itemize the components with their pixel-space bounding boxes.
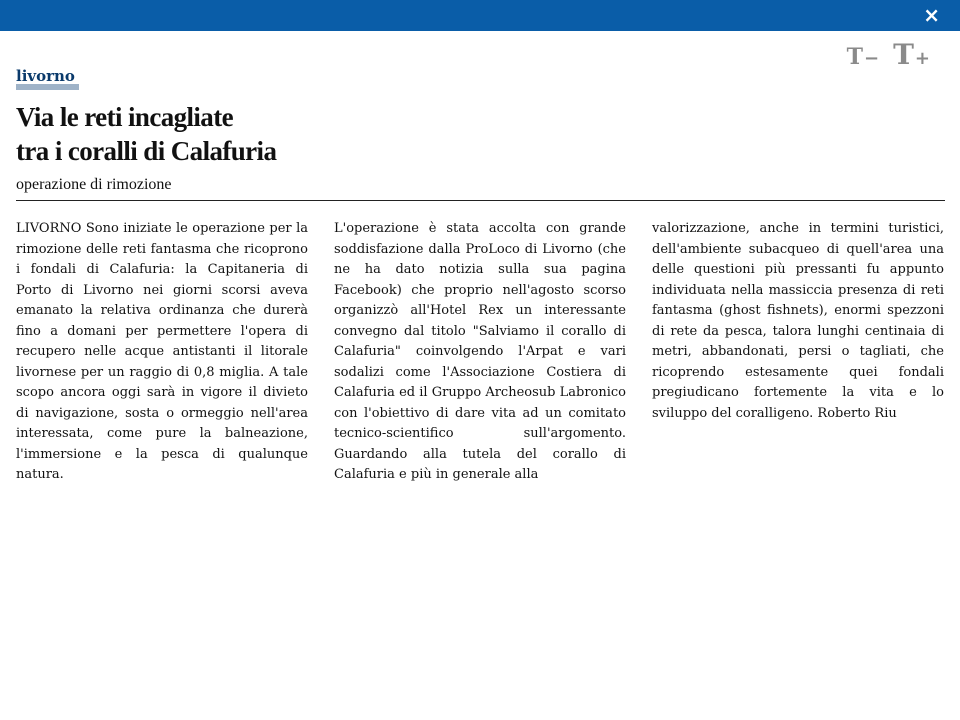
section-label: livorno <box>16 69 79 90</box>
text-size-small-icon: T <box>846 44 863 70</box>
article-column-2: L'operazione è stata accolta con grande soddisfazione dalla ProLoco di Livorno (che ne ha dato notizia sulla sua pagina Facebook) che proprio nell'agosto scorso organizzò all'Hotel Rex un interessante convegno dal titolo "Salviamo il corallo di Calafuria" coinvolgendo l'Arpat e vari sodalizi come l'Associazione Costiera di Calafuria ed il Gruppo Archeosub Labronico con l'obiettivo di dare vita ad un comitato tecnico-scientifico sull'argomento. Guardando alla tutela del corallo di Calafuria e più in generale alla <box>334 221 626 482</box>
headline-line-2: tra i coralli di Calafuria <box>16 136 277 166</box>
minus-icon: − <box>863 48 880 69</box>
headline-line-1: Via le reti incagliate <box>16 102 233 132</box>
divider <box>16 200 945 201</box>
close-icon[interactable]: × <box>923 3 940 27</box>
plus-icon: + <box>914 48 930 69</box>
article <box>16 66 945 486</box>
text-size-large-icon: T <box>893 38 914 71</box>
top-bar <box>0 0 960 31</box>
article-column-3: valorizzazione, anche in termini turistici, dell'ambiente subacqueo di quell'area una delle questioni più pressanti fu appunto individuata nella massiccia presenza di reti fantasma (ghost fishnets), enormi spezzoni di rete da pesca, talora lunghi centinaia di metri, abbandonati, persi o tagliati, che ricoprendo estesamente quei fondali pregiudicano fortemente la vita e lo sviluppo del coralligeno. Roberto Riu <box>652 221 944 421</box>
headline <box>16 100 945 168</box>
article-column-1: LIVORNO Sono iniziate le operazione per la rimozione delle reti fantasma che ricoprono i fondali di Calafuria: la Capitaneria di Porto di Livorno nei giorni scorsi aveva emanato la relativa ordinanza che durerà fino a domani per permettere l'opera di recupero nelle acque antistanti il litorale livornese per un raggio di 0,8 miglia. A tale scopo ancora oggi sarà in vigore il divieto di navigazione, sosta o ormeggio nell'area interessata, come pure la balneazione, l'immersione e la pesca di qualunque natura. <box>16 221 308 482</box>
subheadline: operazione di rimozione <box>16 176 172 193</box>
article-body <box>16 219 945 486</box>
